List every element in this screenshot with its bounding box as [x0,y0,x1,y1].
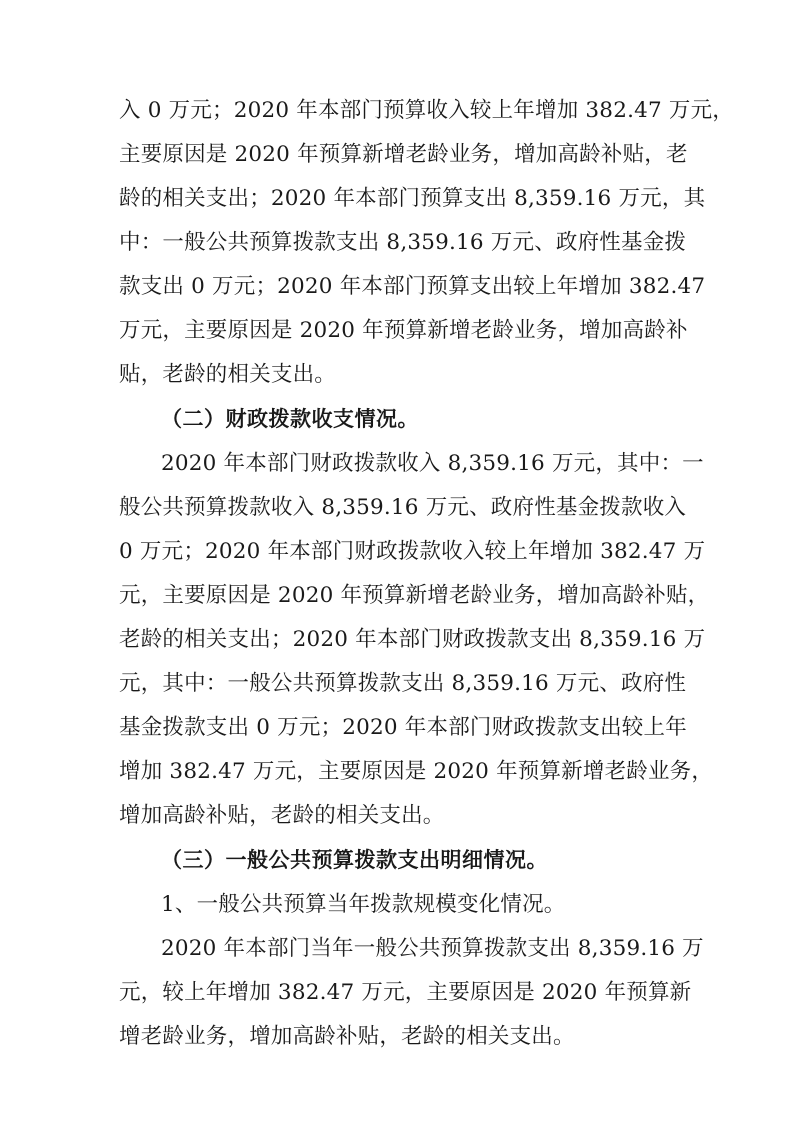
paragraph-line: 2020 年本部门当年一般公共预算拨款支出 8,359.16 万 [161,936,704,961]
paragraph-line: 0 万元；2020 年本部门财政拨款收入较上年增加 382.47 万 [119,539,706,564]
paragraph-line: 2020 年本部门财政拨款收入 8,359.16 万元，其中：一 [161,451,704,476]
paragraph-line: 万元，主要原因是 2020 年预算新增老龄业务，增加高龄补 [119,318,688,343]
paragraph-line: 增加高龄补贴，老龄的相关支出。 [119,803,445,828]
paragraph-line: 龄的相关支出；2020 年本部门预算支出 8,359.16 万元，其 [119,186,706,211]
paragraph-line: 入 0 万元；2020 年本部门预算收入较上年增加 382.47 万元， [119,98,734,123]
paragraph-line: 元，较上年增加 382.47 万元，主要原因是 2020 年预算新 [119,980,692,1005]
paragraph-line: 款支出 0 万元；2020 年本部门预算支出较上年增加 382.47 [119,274,706,299]
paragraph-line: 增老龄业务，增加高龄补贴，老龄的相关支出。 [119,1024,575,1049]
paragraph-line: 元，其中：一般公共预算拨款支出 8,359.16 万元、政府性 [119,671,687,696]
paragraph-line: 老龄的相关支出；2020 年本部门财政拨款支出 8,359.16 万 [119,627,706,652]
paragraph-line: 主要原因是 2020 年预算新增老龄业务，增加高龄补贴，老 [119,142,688,167]
paragraph-line: 中：一般公共预算拨款支出 8,359.16 万元、政府性基金拨 [119,230,687,255]
section-heading: （二）财政拨款收支情况。 [161,407,419,431]
paragraph-line: 般公共预算拨款收入 8,359.16 万元、政府性基金拨款收入 [119,495,687,520]
paragraph-line: 基金拨款支出 0 万元；2020 年本部门财政拨款支出较上年 [119,715,687,740]
paragraph-line: 元，主要原因是 2020 年预算新增老龄业务，增加高龄补贴， [119,583,710,608]
subsection-heading: 1、一般公共预算当年拨款规模变化情况。 [161,892,566,917]
paragraph-line: 增加 382.47 万元，主要原因是 2020 年预算新增老龄业务， [119,759,714,784]
section-heading: （三）一般公共预算拨款支出明细情况。 [161,848,548,872]
paragraph-line: 贴，老龄的相关支出。 [119,362,337,387]
